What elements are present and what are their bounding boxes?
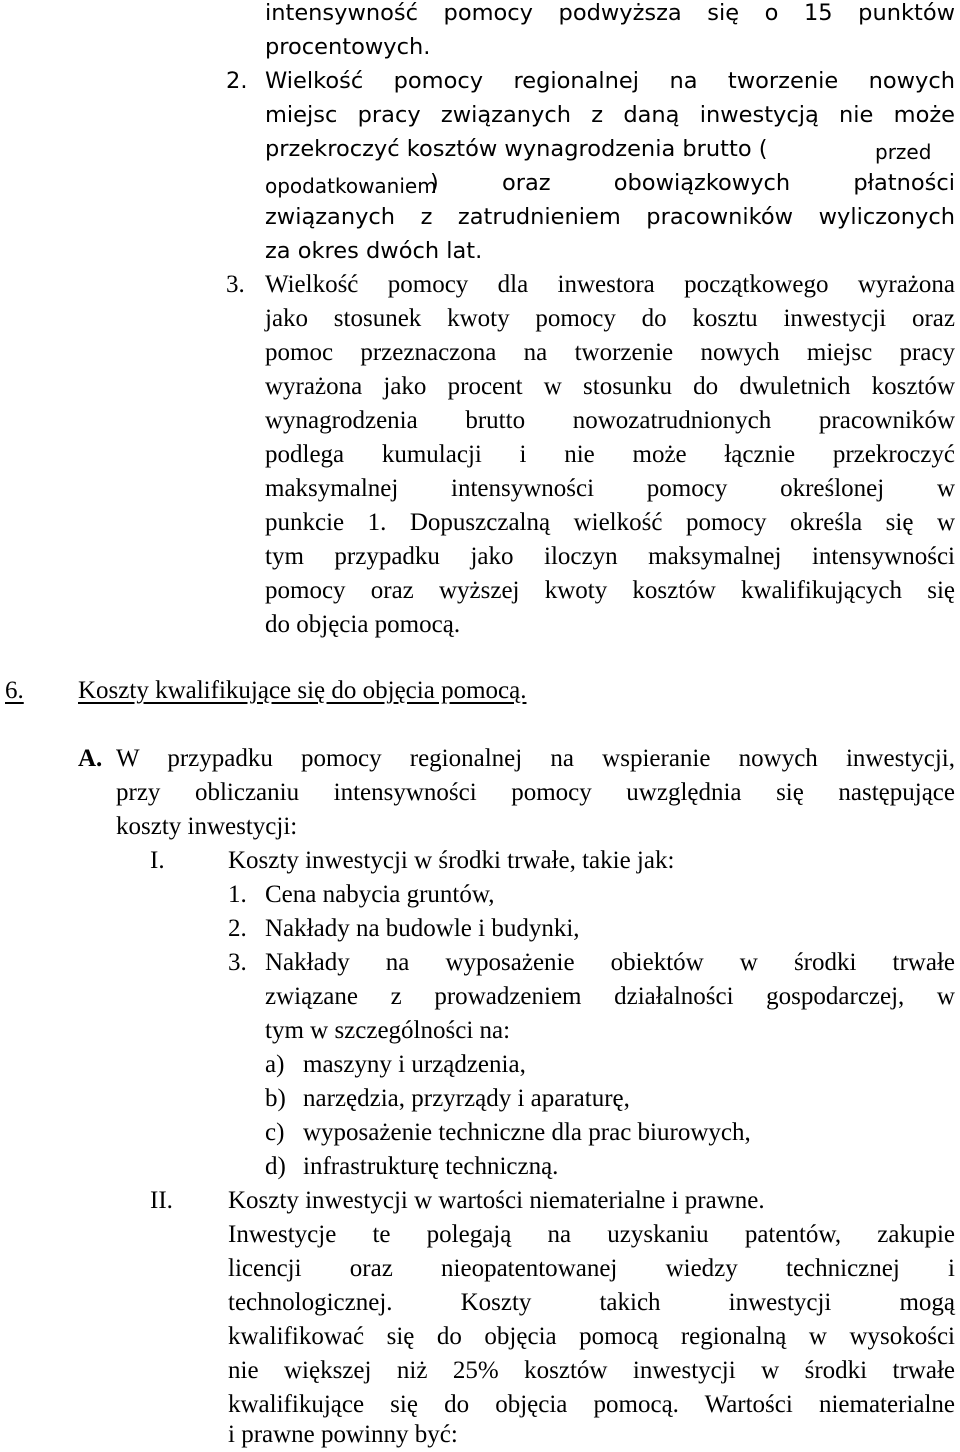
- text-line: do objęcia pomocą.: [265, 611, 461, 638]
- text-line: Koszty inwestycji w środki trwałe, takie jak:: [228, 847, 675, 874]
- text-line: związane z prowadzeniem działalności gospodarczej, w: [265, 983, 955, 1010]
- section-number: 6.: [5, 677, 24, 704]
- list-number: 2.: [228, 915, 247, 942]
- list-number: 3.: [228, 949, 247, 976]
- list-item: Cena nabycia gruntów,: [265, 881, 495, 908]
- text-line: koszty inwestycji:: [116, 813, 298, 840]
- list-number: 1.: [228, 881, 247, 908]
- section-label: A.: [78, 745, 103, 772]
- text-line: Wielkość pomocy dla inwestora początkowego wyrażona: [265, 271, 955, 298]
- text-line: wynagrodzenia brutto nowozatrudnionych pracowników: [265, 407, 955, 434]
- roman-number: I.: [150, 847, 165, 874]
- sub-item: infrastrukturę techniczną.: [303, 1153, 559, 1180]
- text-segment: przekroczyć kosztów wynagrodzenia brutto (: [265, 136, 768, 162]
- text-line: Wielkość pomocy regionalnej na tworzenie nowych: [265, 68, 955, 94]
- text-line: jako stosunek kwoty pomocy do kosztu inwestycji oraz: [265, 305, 955, 332]
- text-line: i prawne powinny być:: [228, 1421, 458, 1448]
- text-line: W przypadku pomocy regionalnej na wspieranie nowych inwestycji,: [116, 745, 955, 772]
- text-segment-small: opodatkowaniem: [265, 174, 437, 198]
- text-line: procentowych.: [265, 34, 431, 60]
- roman-number: II.: [150, 1187, 173, 1214]
- sub-item: maszyny i urządzenia,: [303, 1051, 526, 1078]
- text-line: pomoc przeznaczona na tworzenie nowych miejsc pracy: [265, 339, 955, 366]
- section-title: Koszty kwalifikujące się do objęcia pomocą.: [78, 677, 527, 704]
- text-line: związanych z zatrudnieniem pracowników wyliczonych: [265, 204, 955, 230]
- text-line: miejsc pracy związanych z daną inwestycją nie może: [265, 102, 955, 128]
- text-line: za okres dwóch lat.: [265, 238, 483, 264]
- text-line: Koszty inwestycji w wartości niematerialne i prawne.: [228, 1187, 765, 1214]
- sub-label: d): [265, 1153, 286, 1180]
- text-line: nie większej niż 25% kosztów inwestycji w środki trwałe: [228, 1357, 955, 1384]
- sub-item: wyposażenie techniczne dla prac biurowych,: [303, 1119, 751, 1146]
- text-line: tym przypadku jako iloczyn maksymalnej intensywności: [265, 543, 955, 570]
- text-line: Inwestycje te polegają na uzyskaniu patentów, zakupie: [228, 1221, 955, 1248]
- text-line: intensywność pomocy podwyższa się o 15 punktów: [265, 0, 955, 26]
- text-line: przy obliczaniu intensywności pomocy uwzględnia się następujące: [116, 779, 955, 806]
- list-number: 2.: [226, 68, 248, 94]
- text-line: maksymalnej intensywności pomocy określonej w: [265, 475, 955, 502]
- text-line: kwalifikujące się do objęcia pomocą. Wartości niematerialne: [228, 1391, 955, 1418]
- list-number: 3.: [226, 271, 245, 298]
- text-line: kwalifikować się do objęcia pomocą regionalną w wysokości: [228, 1323, 955, 1350]
- text-line: [265, 132, 955, 166]
- text-line: Nakłady na wyposażenie obiektów w środki trwałe: [265, 949, 955, 976]
- text-line: licencji oraz nieopatentowanej wiedzy technicznej i: [228, 1255, 955, 1282]
- text-segment-small: przed: [875, 140, 932, 164]
- text-line: pomocy oraz wyższej kwoty kosztów kwalifikujących się: [265, 577, 955, 604]
- text-segment: ) oraz obowiązkowych płatności: [430, 170, 955, 196]
- text-line: wyrażona jako procent w stosunku do dwuletnich kosztów: [265, 373, 955, 400]
- sub-label: c): [265, 1119, 285, 1146]
- sub-label: b): [265, 1085, 286, 1112]
- list-item: Nakłady na budowle i budynki,: [265, 915, 580, 942]
- text-line: tym w szczególności na:: [265, 1017, 511, 1044]
- text-line: punkcie 1. Dopuszczalną wielkość pomocy określa się w: [265, 509, 955, 536]
- text-line: podlega kumulacji i nie może łącznie przekroczyć: [265, 441, 955, 468]
- sub-item: narzędzia, przyrządy i aparaturę,: [303, 1085, 630, 1112]
- text-line: technologicznej. Koszty takich inwestycji mogą: [228, 1289, 955, 1316]
- sub-label: a): [265, 1051, 285, 1078]
